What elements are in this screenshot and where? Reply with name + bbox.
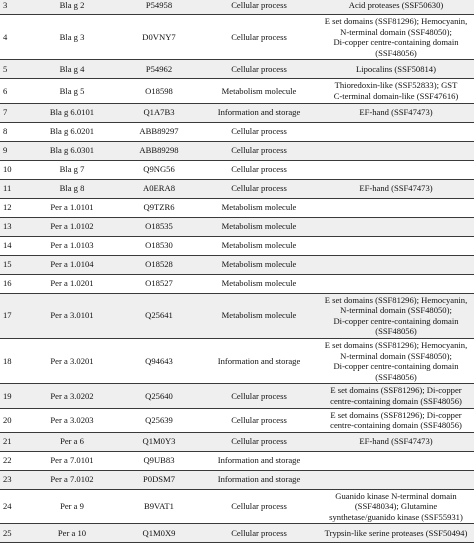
table-row bbox=[0, 79, 474, 103]
row-number-cell: 7 bbox=[3, 107, 8, 118]
function-cell: Metabolism molecule bbox=[221, 221, 297, 232]
domain-cell bbox=[318, 79, 474, 103]
function-cell: Cellular process bbox=[231, 0, 287, 10]
allergen-cell: Per a 1.0103 bbox=[50, 240, 94, 251]
domain-line: E set domains (SSF81296); Di-copper bbox=[330, 409, 462, 420]
domain-line: centre-containing domain (SSF48056) bbox=[330, 420, 462, 431]
domain-line: E set domains (SSF81296); Hemocyanin, bbox=[324, 16, 468, 26]
table-row bbox=[0, 470, 474, 489]
row-number-cell: 10 bbox=[3, 164, 12, 175]
domain-cell bbox=[318, 179, 474, 198]
domain-line: EF-hand (SSF47473) bbox=[359, 436, 433, 447]
accession-cell: O18528 bbox=[145, 259, 173, 270]
domain-line: EF-hand (SSF47473) bbox=[359, 183, 433, 194]
function-cell: Metabolism molecule bbox=[221, 240, 297, 251]
domain-cell bbox=[318, 236, 474, 255]
table-row bbox=[0, 274, 474, 293]
domain-cell bbox=[318, 432, 474, 451]
accession-cell: A0ERA8 bbox=[143, 183, 175, 194]
allergen-cell: Per a 1.0201 bbox=[50, 278, 94, 289]
table-row bbox=[0, 217, 474, 236]
row-number-cell: 11 bbox=[3, 183, 12, 194]
accession-cell: O18530 bbox=[145, 240, 173, 251]
table-row bbox=[0, 160, 474, 179]
function-cell: Information and storage bbox=[217, 474, 301, 485]
allergen-cell: Per a 1.0101 bbox=[50, 202, 94, 213]
table-row bbox=[0, 255, 474, 274]
accession-cell: P0DSM7 bbox=[143, 474, 175, 485]
allergen-cell: Per a 6 bbox=[60, 436, 84, 447]
domain-line: E set domains (SSF81296); Hemocyanin, bbox=[324, 294, 468, 305]
accession-cell: Q9UB83 bbox=[143, 455, 175, 466]
function-cell: Cellular process bbox=[231, 183, 287, 194]
table-row bbox=[0, 103, 474, 122]
accession-cell: Q1M0X9 bbox=[142, 528, 176, 539]
row-number-cell: 17 bbox=[3, 310, 12, 321]
domain-line: N-terminal domain (SSF48050); bbox=[340, 26, 452, 37]
row-number-cell: 23 bbox=[3, 474, 12, 485]
function-cell: Information and storage bbox=[217, 107, 301, 118]
table-row bbox=[0, 0, 474, 15]
domain-cell bbox=[318, 217, 474, 236]
domain-line: Guanido kinase N-terminal domain bbox=[335, 490, 457, 501]
row-number-cell: 24 bbox=[3, 501, 12, 512]
domain-line: (SSF48034); Glutamine bbox=[354, 501, 438, 512]
table-row bbox=[0, 141, 474, 160]
row-number-cell: 12 bbox=[3, 202, 12, 213]
table-row bbox=[0, 15, 474, 60]
allergen-cell: Per a 1.0104 bbox=[50, 259, 94, 270]
domain-cell bbox=[318, 524, 474, 543]
row-number-cell: 6 bbox=[3, 85, 8, 96]
allergen-cell: Per a 7.0101 bbox=[50, 455, 94, 466]
accession-cell: Q94643 bbox=[145, 355, 173, 366]
row-number-cell: 13 bbox=[3, 221, 12, 232]
allergen-cell: Per a 10 bbox=[57, 528, 87, 539]
row-number-cell: 18 bbox=[3, 355, 12, 366]
allergen-cell: Bla g 8 bbox=[59, 183, 85, 194]
row-number-cell: 8 bbox=[3, 126, 8, 137]
function-cell: Metabolism molecule bbox=[221, 85, 297, 96]
domain-line: Acid proteases (SSF50630) bbox=[348, 0, 444, 10]
accession-cell: O18535 bbox=[145, 221, 173, 232]
allergen-cell: Per a 3.0202 bbox=[50, 390, 94, 401]
domain-cell bbox=[318, 274, 474, 293]
allergen-cell: Per a 3.0203 bbox=[50, 414, 94, 425]
row-number-cell: 19 bbox=[3, 390, 12, 401]
domain-line: N-terminal domain (SSF48050); bbox=[340, 305, 452, 316]
accession-cell: B9VAT1 bbox=[144, 501, 174, 512]
domain-line: (SSF48056) bbox=[375, 326, 417, 337]
accession-cell: ABB89298 bbox=[139, 145, 179, 156]
allergen-cell: Bla g 5 bbox=[59, 85, 85, 96]
domain-cell bbox=[318, 0, 474, 15]
function-cell: Cellular process bbox=[231, 390, 287, 401]
function-cell: Cellular process bbox=[231, 501, 287, 512]
table-row bbox=[0, 451, 474, 470]
domain-cell bbox=[318, 338, 474, 383]
domain-line: Trypsin-like serine proteases (SSF50494) bbox=[324, 528, 468, 539]
row-number-cell: 4 bbox=[3, 31, 8, 42]
domain-cell bbox=[318, 489, 474, 524]
table-row bbox=[0, 179, 474, 198]
domain-cell bbox=[318, 293, 474, 338]
allergen-cell: Bla g 6.0301 bbox=[49, 145, 95, 156]
row-number-cell: 9 bbox=[3, 145, 8, 156]
domain-line: E set domains (SSF81296); Hemocyanin, bbox=[324, 339, 468, 350]
accession-cell: Q25639 bbox=[145, 414, 173, 425]
row-number-cell: 21 bbox=[3, 436, 12, 447]
allergen-cell: Bla g 7 bbox=[59, 164, 85, 175]
table-row bbox=[0, 384, 474, 408]
accession-cell: Q1M0Y3 bbox=[142, 436, 176, 447]
accession-cell: Q25640 bbox=[145, 390, 173, 401]
table-row bbox=[0, 293, 474, 338]
accession-cell: P54962 bbox=[145, 64, 173, 75]
row-number-cell: 3 bbox=[3, 0, 8, 10]
function-cell: Metabolism molecule bbox=[221, 202, 297, 213]
row-number-cell: 16 bbox=[3, 278, 12, 289]
function-cell: Information and storage bbox=[217, 355, 301, 366]
function-cell: Cellular process bbox=[231, 145, 287, 156]
accession-cell: Q25641 bbox=[145, 310, 173, 321]
table-row bbox=[0, 236, 474, 255]
allergen-cell: Bla g 3 bbox=[59, 31, 85, 42]
row-number-cell: 20 bbox=[3, 414, 12, 425]
allergen-cell: Bla g 4 bbox=[59, 64, 85, 75]
function-cell: Cellular process bbox=[231, 126, 287, 137]
row-number-cell: 15 bbox=[3, 259, 12, 270]
function-cell: Cellular process bbox=[231, 436, 287, 447]
row-number-cell: 22 bbox=[3, 455, 12, 466]
domain-cell bbox=[318, 160, 474, 179]
table-row bbox=[0, 489, 474, 524]
allergen-cell: Per a 1.0102 bbox=[50, 221, 94, 232]
allergen-cell: Bla g 2 bbox=[59, 0, 85, 10]
domain-line: Di-copper centre-containing domain bbox=[333, 361, 459, 372]
accession-cell: P54958 bbox=[145, 0, 173, 10]
domain-line: N-terminal domain (SSF48050); bbox=[340, 350, 452, 361]
table-row bbox=[0, 60, 474, 79]
domain-cell bbox=[318, 384, 474, 408]
allergen-cell: Per a 7.0102 bbox=[50, 474, 94, 485]
table-row bbox=[0, 122, 474, 141]
domain-cell bbox=[318, 451, 474, 470]
domain-line: Thioredoxin-like (SSF52833); GST bbox=[334, 80, 458, 91]
accession-cell: D0VNY7 bbox=[142, 31, 176, 42]
accession-cell: O18598 bbox=[145, 85, 173, 96]
domain-cell bbox=[318, 122, 474, 141]
domain-line: Lipocalins (SSF50814) bbox=[356, 64, 436, 75]
domain-cell bbox=[318, 15, 474, 60]
domain-line: Di-copper centre-containing domain bbox=[333, 37, 459, 48]
accession-cell: Q1A7B3 bbox=[143, 107, 175, 118]
accession-cell: ABB89297 bbox=[139, 126, 179, 137]
domain-cell bbox=[318, 408, 474, 432]
domain-line: (SSF48056) bbox=[375, 47, 417, 58]
accession-cell: O18527 bbox=[145, 278, 173, 289]
domain-line: EF-hand (SSF47473) bbox=[359, 107, 433, 118]
accession-cell: Q9NG56 bbox=[143, 164, 175, 175]
row-number-cell: 5 bbox=[3, 64, 8, 75]
allergen-cell: Per a 9 bbox=[60, 501, 84, 512]
domain-line: Di-copper centre-containing domain bbox=[333, 315, 459, 326]
table-row bbox=[0, 198, 474, 217]
function-cell: Metabolism molecule bbox=[221, 278, 297, 289]
domain-line: E set domains (SSF81296); Di-copper bbox=[330, 385, 462, 396]
table-row bbox=[0, 432, 474, 451]
domain-cell bbox=[318, 255, 474, 274]
function-cell: Cellular process bbox=[231, 64, 287, 75]
function-cell: Information and storage bbox=[217, 455, 301, 466]
function-cell: Cellular process bbox=[231, 414, 287, 425]
accession-cell: Q9TZR6 bbox=[143, 202, 175, 213]
domain-cell bbox=[318, 60, 474, 79]
function-cell: Cellular process bbox=[231, 164, 287, 175]
domain-line: synthetase/guanido kinase (SSF55931) bbox=[329, 511, 463, 522]
table-row bbox=[0, 408, 474, 432]
allergen-cell: Bla g 6.0201 bbox=[49, 126, 95, 137]
row-number-cell: 25 bbox=[3, 528, 12, 539]
table-row bbox=[0, 524, 474, 543]
domain-line: centre-containing domain (SSF48056) bbox=[330, 395, 462, 406]
domain-cell bbox=[318, 141, 474, 160]
function-cell: Metabolism molecule bbox=[221, 310, 297, 321]
allergen-cell: Bla g 6.0101 bbox=[49, 107, 95, 118]
function-cell: Cellular process bbox=[231, 31, 287, 42]
function-cell: Cellular process bbox=[231, 528, 287, 539]
table-row bbox=[0, 338, 474, 383]
row-number-cell: 14 bbox=[3, 240, 12, 251]
allergen-cell: Per a 3.0101 bbox=[50, 310, 94, 321]
domain-line: C-terminal domain-like (SSF47616) bbox=[333, 90, 459, 101]
function-cell: Metabolism molecule bbox=[221, 259, 297, 270]
allergen-cell: Per a 3.0201 bbox=[50, 355, 94, 366]
domain-cell bbox=[318, 470, 474, 489]
domain-cell bbox=[318, 198, 474, 217]
domain-line: (SSF48056) bbox=[375, 371, 417, 382]
domain-cell bbox=[318, 103, 474, 122]
